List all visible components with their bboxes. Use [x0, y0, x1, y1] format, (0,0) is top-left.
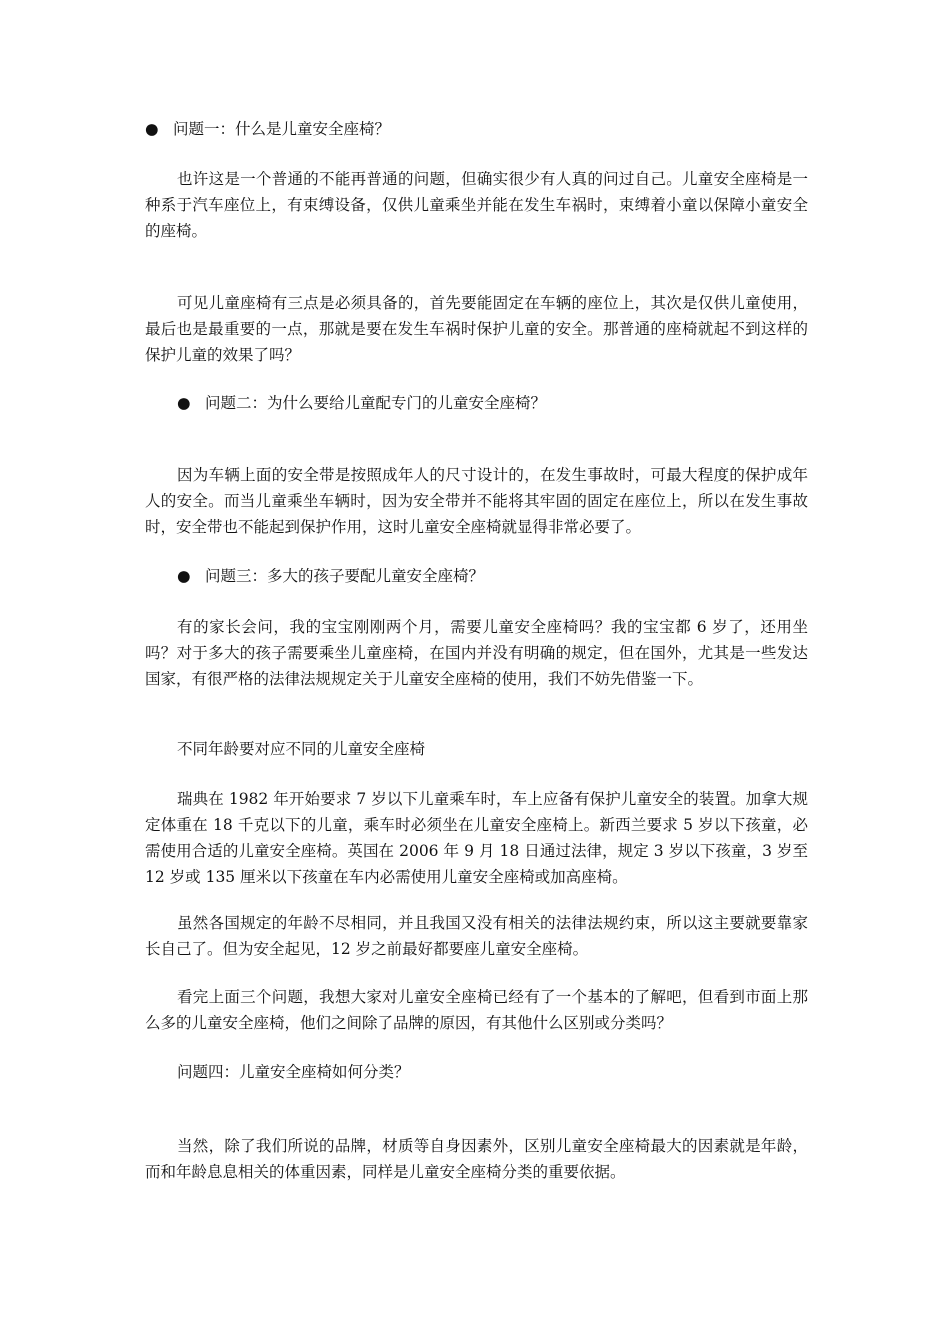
q1-heading-text: 问题一：什么是儿童安全座椅？ [173, 120, 391, 138]
q3-heading-text: 问题三：多大的孩子要配儿童安全座椅？ [205, 567, 485, 585]
q3-subheading: 不同年龄要对应不同的儿童安全座椅 [177, 740, 426, 758]
bullet-icon: ● [177, 394, 191, 412]
q3-paragraph-3: 虽然各国规定的年龄不尽相同，并且我国又没有相关的法律法规约束，所以这主要就要靠家长自己了。但为安全起见，12 岁之前最好都要座儿童安全座椅。 [145, 914, 808, 958]
q1-heading [145, 116, 390, 142]
q2-paragraph-1: 因为车辆上面的安全带是按照成年人的尺寸设计的，在发生事故时，可最大程度的保护成年人的安全。而当儿童乘坐车辆时，因为安全带并不能将其牢固的固定在座位上，所以在发生事故时，安全带也不能起到保护作用，这时儿童安全座椅就显得非常必要了。 [145, 466, 808, 536]
q4-paragraph-1: 当然，除了我们所说的品牌，材质等自身因素外，区别儿童安全座椅最大的因素就是年龄，而和年龄息息相关的体重因素，同样是儿童安全座椅分类的重要依据。 [145, 1137, 808, 1181]
q3-paragraph-4: 看完上面三个问题，我想大家对儿童安全座椅已经有了一个基本的了解吧，但看到市面上那么多的儿童安全座椅，他们之间除了品牌的原因，有其他什么区别或分类吗？ [145, 988, 808, 1032]
q1-paragraph-2: 可见儿童座椅有三点是必须具备的，首先要能固定在车辆的座位上，其次是仅供儿童使用，最后也是最重要的一点，那就是要在发生车祸时保护儿童的安全。那普通的座椅就起不到这样的保护儿童的效果了吗？ [145, 294, 808, 364]
bullet-icon: ● [177, 567, 191, 585]
bullet-icon: ● [145, 120, 159, 138]
q3-heading [177, 563, 484, 589]
q3-paragraph-1: 有的家长会问，我的宝宝刚刚两个月，需要儿童安全座椅吗？我的宝宝都 6 岁了，还用坐吗？对于多大的孩子需要乘坐儿童座椅，在国内并没有明确的规定，但在国外，尤其是一些发达国家，有很严格的法律法规规定关于儿童安全座椅的使用，我们不妨先借鉴一下。 [145, 618, 808, 688]
q1-paragraph-1: 也许这是一个普通的不能再普通的问题，但确实很少有人真的问过自己。儿童安全座椅是一种系于汽车座位上，有束缚设备，仅供儿童乘坐并能在发生车祸时，束缚着小童以保障小童安全的座椅。 [145, 170, 808, 240]
q2-heading [177, 390, 546, 416]
q3-paragraph-2: 瑞典在 1982 年开始要求 7 岁以下儿童乘车时，车上应备有保护儿童安全的装置。加拿大规定体重在 18 千克以下的儿童，乘车时必须坐在儿童安全座椅上。新西兰要求 5 岁以下孩童，必需使用合适的儿童安全座椅。英国在 2006 年 9 月 18 日通过法律，规定 3 岁以下孩童，3 岁至 12 岁或 135 厘米以下孩童在车内必需使用儿童安全座椅或加高座椅。 [145, 790, 808, 886]
q2-heading-text: 问题二：为什么要给儿童配专门的儿童安全座椅？ [205, 394, 547, 412]
q4-heading: 问题四：儿童安全座椅如何分类？ [177, 1063, 410, 1081]
